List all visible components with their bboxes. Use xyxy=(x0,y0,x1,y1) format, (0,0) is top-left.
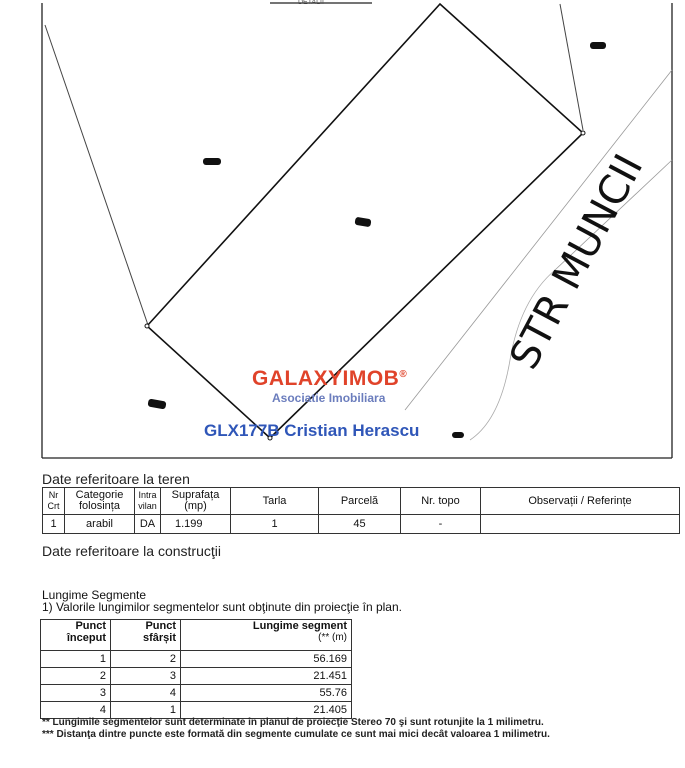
top-fragment-label: DETALII xyxy=(298,0,324,6)
mark-dash xyxy=(452,432,464,438)
mark-dash xyxy=(203,158,221,165)
cell-nr-topo: - xyxy=(401,515,481,534)
header-start-line2: început xyxy=(66,632,106,644)
cell-start: 4 xyxy=(41,702,111,719)
cell-categorie: arabil xyxy=(65,515,135,534)
header-categorie: Categorie folosința xyxy=(65,488,135,515)
table-row xyxy=(41,668,352,685)
segmente-table xyxy=(40,619,352,719)
header-suprafata: Suprafața (mp) xyxy=(161,488,231,515)
header-len-line1: Lungime segment xyxy=(252,620,347,632)
table-row xyxy=(41,702,352,719)
header-nr-crt: Nr Crt xyxy=(43,488,65,515)
header-end-line1: Punct xyxy=(145,620,176,632)
registered-mark: ® xyxy=(399,369,408,380)
teren-header-row xyxy=(43,488,680,515)
header-nr-topo: Nr. topo xyxy=(401,488,481,515)
header-punct-inceput xyxy=(41,620,111,651)
cell-end: 1 xyxy=(111,702,181,719)
cell-suprafata: 1.199 xyxy=(161,515,231,534)
cell-intravilan: DA xyxy=(135,515,161,534)
cell-length: 21.451 xyxy=(181,668,352,685)
table-row xyxy=(41,685,352,702)
header-end-line2: sfârșit xyxy=(142,632,176,644)
mark-dash xyxy=(590,42,606,49)
cell-start: 3 xyxy=(41,685,111,702)
cell-length: 21.405 xyxy=(181,702,352,719)
cell-end: 3 xyxy=(111,668,181,685)
constructii-title: Date referitoare la construcţii xyxy=(42,543,221,559)
cell-end: 4 xyxy=(111,685,181,702)
footnote-segment-length: ** Lungimile segmentelor sunt determinate în planul de proiecţie Stereo 70 şi sunt rotunjite la 1 milimetru. xyxy=(42,717,544,728)
boundary-line-left xyxy=(45,25,148,325)
table-row xyxy=(41,651,352,668)
segmente-header-row xyxy=(41,620,352,651)
watermark-brand xyxy=(252,367,407,391)
cell-start: 1 xyxy=(41,651,111,668)
header-intravilan: Intra vilan xyxy=(135,488,161,515)
footnote-distance: *** Distanţa dintre puncte este formată din segmente cumulate ce sunt mai mici decât valoarea 1 milimetru. xyxy=(42,729,550,740)
segmente-title: Lungime Segmente xyxy=(42,588,147,602)
cell-tarla: 1 xyxy=(231,515,319,534)
cell-parcela: 45 xyxy=(319,515,401,534)
mark-dash xyxy=(147,398,166,409)
header-parcela: Parcelă xyxy=(319,488,401,515)
header-start-line1: Punct xyxy=(75,620,106,632)
cell-start: 2 xyxy=(41,668,111,685)
header-punct-sfarsit xyxy=(111,620,181,651)
cell-end: 2 xyxy=(111,651,181,668)
parcel-vertex-1 xyxy=(145,324,149,328)
header-tarla: Tarla xyxy=(231,488,319,515)
cell-length: 55.76 xyxy=(181,685,352,702)
teren-table xyxy=(42,487,680,534)
mark-dash xyxy=(354,217,371,228)
cell-observatii xyxy=(481,515,680,534)
watermark-agent: GLX177B Cristian Herascu xyxy=(204,421,420,440)
table-row xyxy=(43,515,680,534)
boundary-line-right xyxy=(560,4,583,130)
watermark-brand-text: GALAXYIMOB xyxy=(252,367,400,390)
teren-title: Date referitoare la teren xyxy=(42,471,190,487)
watermark-subtitle: Asociatie Imobiliara xyxy=(272,391,386,405)
street-label: STR MUNCII xyxy=(501,147,653,377)
parcel-vertex-3 xyxy=(581,131,585,135)
cell-length: 56.169 xyxy=(181,651,352,668)
header-observatii: Observații / Referințe xyxy=(481,488,680,515)
segmente-subtitle: 1) Valorile lungimilor segmentelor sunt obţinute din proiecţie în plan. xyxy=(42,600,402,614)
header-len-line2: (** (m) xyxy=(318,632,347,643)
header-lungime xyxy=(181,620,352,651)
cell-nr-crt: 1 xyxy=(43,515,65,534)
